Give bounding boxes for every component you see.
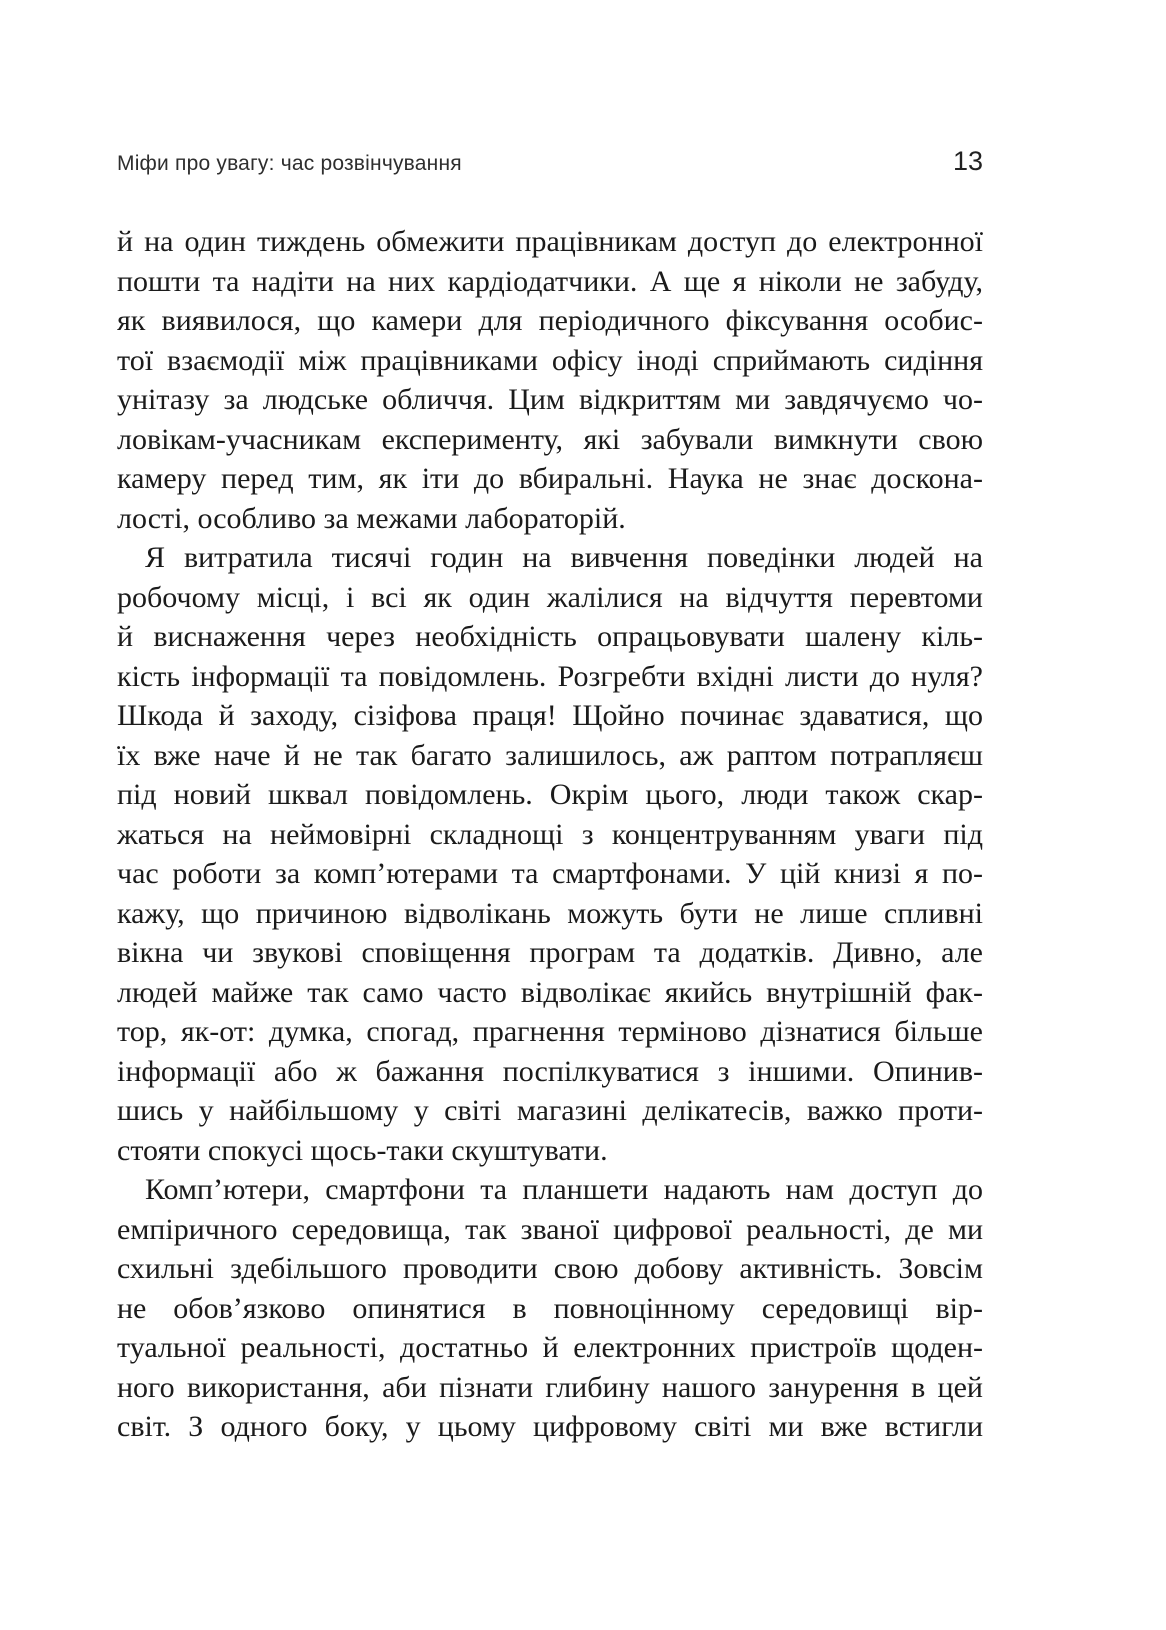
text-line: під новий шквал повідомлень. Окрім цього, люди також скар- bbox=[117, 778, 983, 811]
text-line: схильні здебільшого проводити свою добову активність. Зовсім bbox=[117, 1252, 983, 1285]
text-line: час роботи за комп’ютерами та смартфонами. У цій книзі я по- bbox=[117, 857, 983, 890]
text-line: шись у найбільшому у світі магазині делікатесів, важко проти- bbox=[117, 1094, 983, 1127]
text-line: кість інформації та повідомлень. Розгребти вхідні листи до нуля? bbox=[117, 659, 983, 693]
paragraph bbox=[117, 538, 983, 1170]
text-line: стояти спокусі щось-таки скуштувати. bbox=[117, 1133, 608, 1167]
running-header bbox=[117, 146, 983, 177]
body-text bbox=[117, 222, 983, 1447]
text-line: людей майже так само часто відволікає якийсь внутрішній фак- bbox=[117, 975, 983, 1009]
text-line: лості, особливо за межами лабораторій. bbox=[117, 501, 626, 535]
text-line: ловікам-учасникам експерименту, які забували вимкнути свою bbox=[117, 422, 983, 456]
text-line: тор, як-от: думка, спогад, прагнення терміново дізнатися більше bbox=[117, 1015, 983, 1048]
paragraph bbox=[117, 1170, 983, 1447]
text-line: робочому місці, і всі як один жалілися на відчуття перевтоми bbox=[117, 580, 983, 614]
page-number: 13 bbox=[952, 146, 983, 176]
text-line: як виявилося, що камери для періодичного фіксування особис- bbox=[117, 304, 983, 337]
chapter-title: Міфи про увагу: час розвінчування bbox=[117, 152, 462, 175]
text-line: камеру перед тим, як іти до вбиральні. Наука не знає доскона- bbox=[117, 462, 983, 495]
text-line: Шкода й заходу, сізіфова праця! Щойно починає здаватися, що bbox=[117, 699, 983, 732]
text-line: тої взаємодії між працівниками офісу іноді сприймають сидіння bbox=[117, 343, 983, 377]
text-line: не обов’язково опинятися в повноцінному середовищі вір- bbox=[117, 1291, 983, 1325]
paragraph bbox=[117, 222, 983, 538]
text-line: ного використання, аби пізнати глибину нашого занурення в цей bbox=[117, 1370, 983, 1404]
text-line: Комп’ютери, смартфони та планшети надають нам доступ до bbox=[145, 1173, 983, 1206]
text-line: кажу, що причиною відволікань можуть бути не лише спливні bbox=[117, 896, 983, 930]
text-line: жаться на неймовірні складнощі з концентруванням уваги під bbox=[117, 817, 983, 851]
text-line: й на один тиждень обмежити працівникам доступ до електронної bbox=[117, 225, 983, 258]
text-line: емпіричного середовища, так званої цифрової реальності, де ми bbox=[117, 1212, 983, 1246]
text-line: пошти та надіти на них кардіодатчики. А ще я ніколи не забуду, bbox=[117, 264, 983, 298]
text-line: й виснаження через необхідність опрацьовувати шалену кіль- bbox=[117, 620, 983, 653]
text-line: їх вже наче й не так багато залишилось, аж раптом потрапляєш bbox=[117, 738, 983, 772]
text-line: світ. З одного боку, у цьому цифровому світі ми вже встигли bbox=[117, 1410, 983, 1443]
text-line: інформації або ж бажання поспілкуватися з іншими. Опинив- bbox=[117, 1054, 983, 1088]
text-line: унітазу за людське обличчя. Цим відкриттям ми завдячуємо чо- bbox=[117, 383, 983, 416]
text-line: вікна чи звукові сповіщення програм та додатків. Дивно, але bbox=[117, 936, 983, 969]
text-line: туальної реальності, достатньо й електронних пристроїв щоден- bbox=[117, 1331, 983, 1364]
text-line: Я витратила тисячі годин на вивчення поведінки людей на bbox=[145, 541, 983, 574]
